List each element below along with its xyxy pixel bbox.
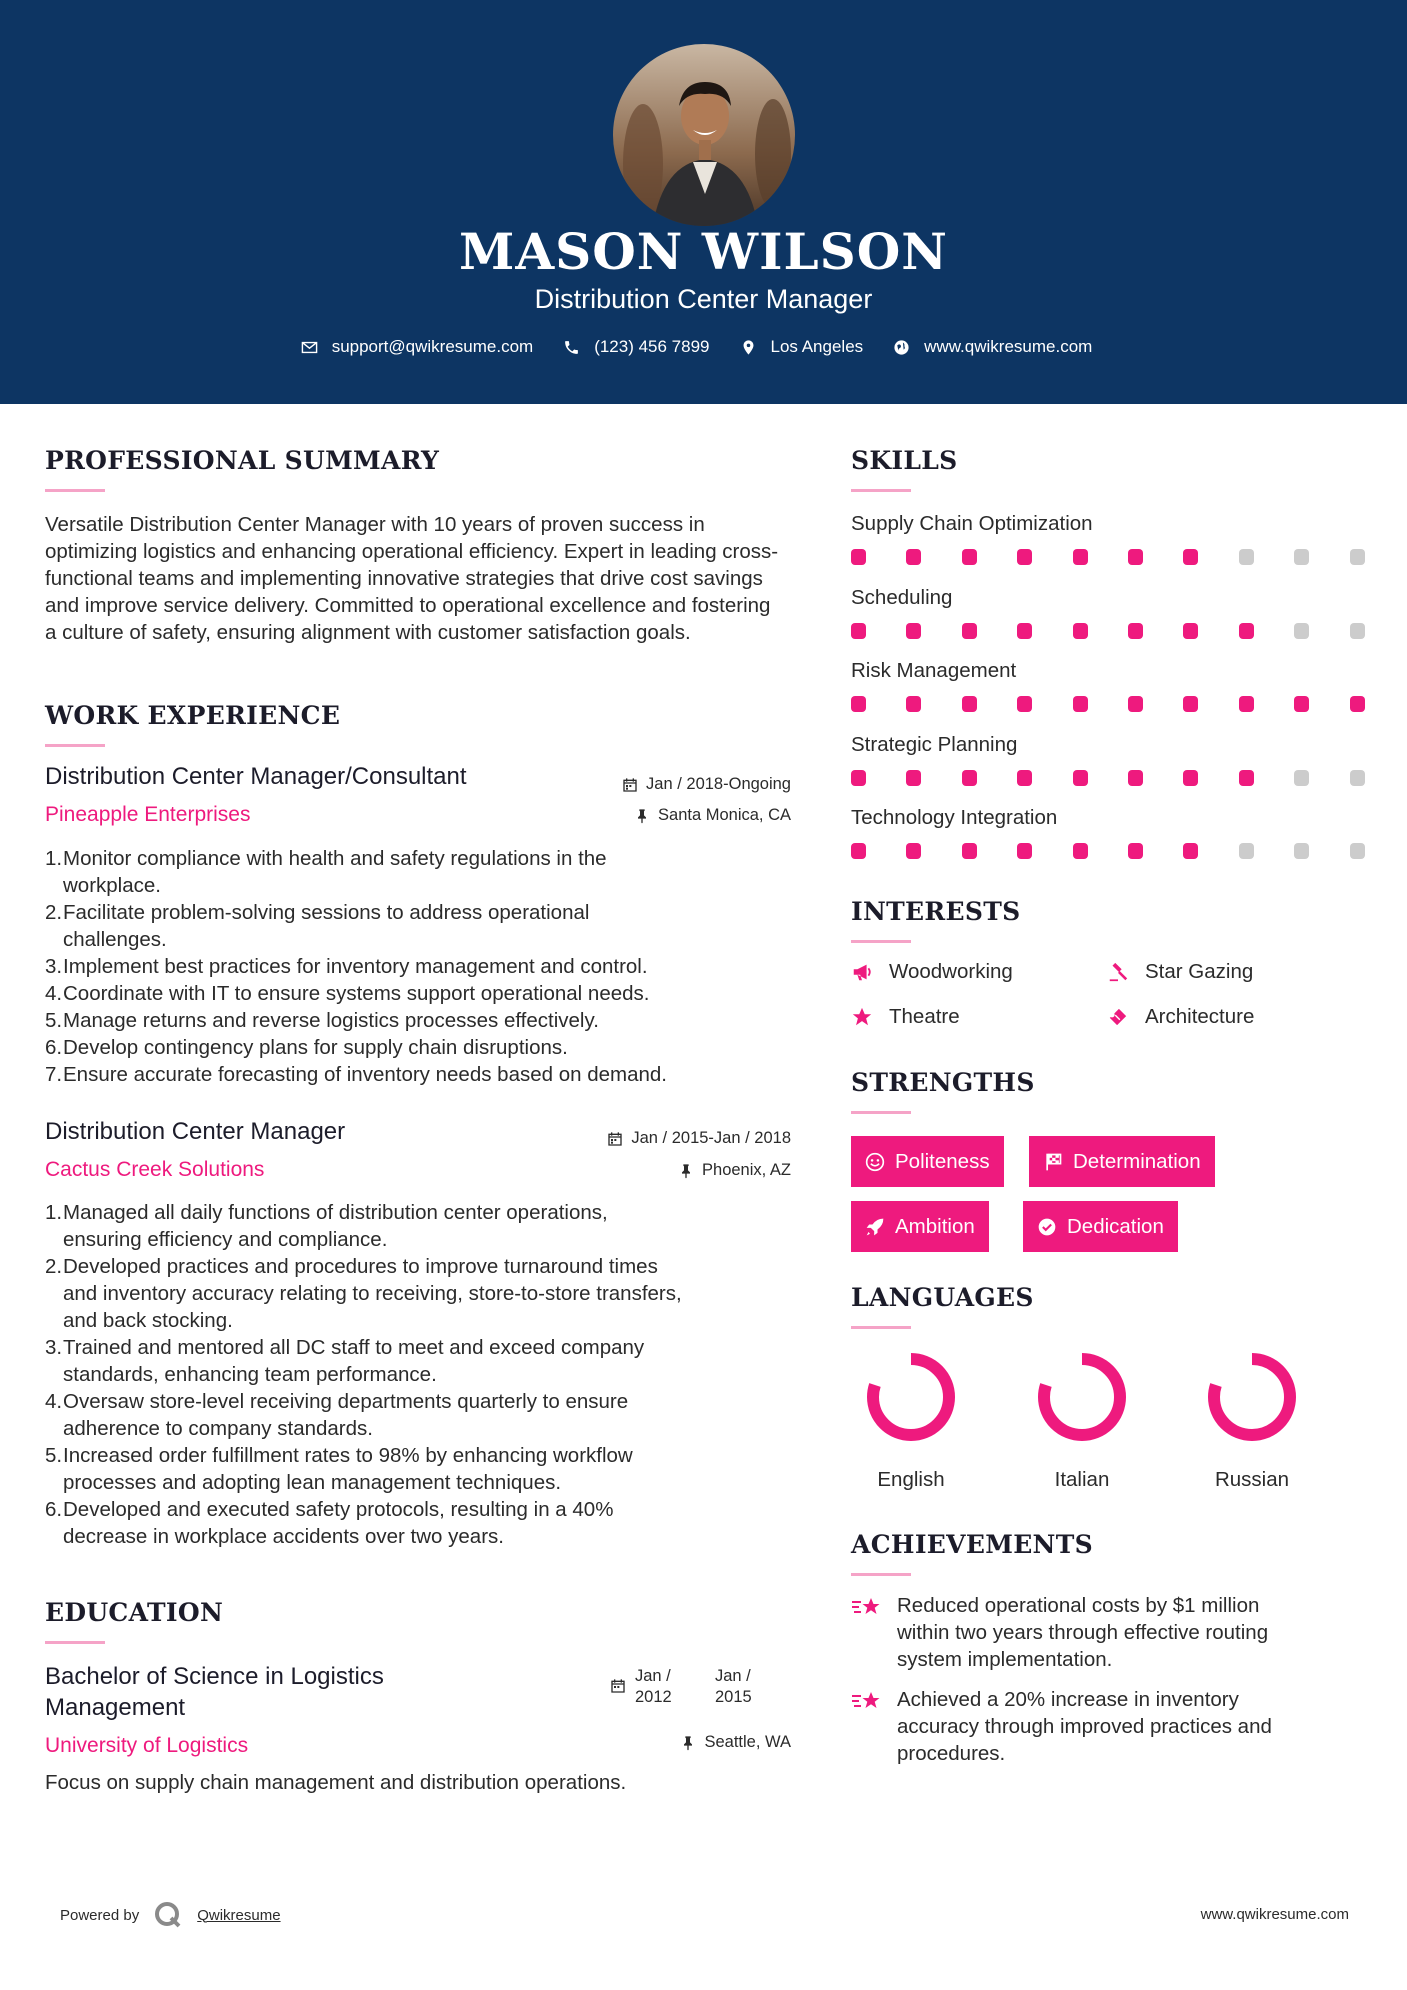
job-responsibilities (45, 845, 805, 1088)
pin-icon (678, 1163, 694, 1179)
responsibility-number: 7. (45, 1063, 63, 1086)
skill-rating-dot (1017, 770, 1032, 786)
responsibility-text: Increased order fulfillment rates to 98% by enhancing workflow processes and adopting lean management techniques. (63, 1444, 633, 1494)
globe-icon (893, 339, 910, 356)
job-dates-text: Jan / 2018-Ongoing (646, 775, 791, 793)
responsibility-item (45, 1007, 805, 1034)
summary-text: Versatile Distribution Center Manager with 10 years of proven success in optimizing logistics and enhancing operational efficiency. Expert in leading cross-functional teams and implementing innovative strategies that drive cost savings and improve service delivery. Committed to operational excellence and fostering a culture of safety, ensuring alignment with customer satisfaction goals. (45, 513, 779, 644)
skill-name: Technology Integration (851, 806, 1058, 829)
responsibility-number: 4. (45, 982, 63, 1005)
job-responsibilities (45, 1199, 805, 1550)
skill-rating (851, 770, 1371, 786)
company-name: Pineapple Enterprises (45, 803, 251, 826)
skill-rating-dot (906, 696, 921, 712)
job-dates-text: Jan / 2015-Jan / 2018 (631, 1129, 791, 1147)
responsibility-item (45, 899, 805, 953)
skill-rating-dot (1073, 843, 1088, 859)
responsibility-item (45, 1253, 805, 1334)
responsibility-text: Implement best practices for inventory management and control. (63, 955, 648, 978)
degree-title: Bachelor of Science in Logistics (45, 1663, 384, 1690)
job-location (678, 1161, 791, 1180)
education-end-year: 2015 (715, 1688, 752, 1706)
education-end-date (715, 1666, 752, 1708)
powered-by-label: Powered by (60, 1906, 140, 1924)
pin-icon (680, 1735, 696, 1751)
interests-underline (851, 940, 911, 943)
interest-item (1107, 960, 1253, 984)
check-circle-icon (1037, 1217, 1057, 1237)
envelope-icon (301, 339, 318, 356)
degree-title-cont: Management (45, 1694, 186, 1721)
skill-rating (851, 696, 1371, 712)
languages-underline (851, 1326, 911, 1329)
skills-underline (851, 489, 911, 492)
skill-rating-dot (962, 770, 977, 786)
interest-item (1107, 1005, 1254, 1029)
responsibility-number: 2. (45, 901, 63, 924)
skill-rating-dot (962, 623, 977, 639)
calendar-icon (607, 1131, 623, 1147)
skill-name: Strategic Planning (851, 732, 1018, 756)
responsibility-text: Coordinate with IT to ensure systems support operational needs. (63, 982, 650, 1005)
responsibility-text: Oversaw store-level receiving departments quarterly to ensure adherence to company standards. (63, 1390, 629, 1440)
skill-rating-dot (851, 549, 866, 565)
responsibility-number: 1. (45, 847, 63, 870)
skill-rating-dot (1350, 696, 1365, 712)
footer-website[interactable]: www.qwikresume.com (1200, 1906, 1349, 1923)
map-marker-icon (740, 339, 757, 356)
interest-label: Architecture (1145, 1005, 1255, 1028)
language-item (1192, 1349, 1312, 1492)
skill-rating-dot (1239, 549, 1254, 565)
skill-rating-dot (1017, 623, 1032, 639)
responsibility-number: 1. (45, 1201, 63, 1224)
skill-rating-dot (962, 696, 977, 712)
job-title: Distribution Center Manager (45, 1118, 346, 1145)
language-proficiency-arc (1044, 1359, 1120, 1435)
smile-icon (865, 1152, 885, 1172)
skill-rating-dot (1239, 623, 1254, 639)
responsibility-number: 6. (45, 1498, 63, 1521)
contact-phone-text: (123) 456 7899 (594, 337, 710, 356)
contact-location (740, 337, 864, 357)
responsibility-text: Ensure accurate forecasting of inventory needs based on demand. (63, 1063, 667, 1086)
skill-rating-dot (1294, 843, 1309, 859)
education-underline (45, 1641, 105, 1644)
skill-rating-dot (1183, 843, 1198, 859)
skill-rating-dot (1350, 770, 1365, 786)
achievement-item (851, 1592, 1351, 1673)
skill-rating (851, 623, 1371, 639)
job-title: Distribution Center Manager/Consultant (45, 763, 467, 790)
skill-rating-dot (906, 623, 921, 639)
achievement-text: Achieved a 20% increase in inventory accuracy through improved practices and procedures. (897, 1688, 1272, 1765)
language-proficiency-ring (1204, 1349, 1300, 1445)
strengths-underline (851, 1111, 911, 1114)
achievement-text: Reduced operational costs by $1 million within two years through effective routing system implementation. (897, 1594, 1269, 1671)
job-location (634, 806, 791, 825)
responsibility-item (45, 953, 805, 980)
skill-rating-dot (1183, 623, 1198, 639)
education-description: Focus on supply chain management and distribution operations. (45, 1771, 627, 1794)
skill-rating-dot (906, 843, 921, 859)
achievements-heading: ACHIEVEMENTS (851, 1530, 1093, 1559)
education-location-text: Seattle, WA (704, 1733, 791, 1751)
skill-rating-dot (1128, 843, 1143, 859)
skill-rating-dot (1017, 696, 1032, 712)
responsibility-item (45, 1061, 805, 1088)
responsibility-item (45, 1496, 805, 1550)
responsibility-item (45, 1199, 805, 1253)
summary-heading: PROFESSIONAL SUMMARY (45, 446, 440, 475)
responsibility-text: Develop contingency plans for supply chain disruptions. (63, 1036, 568, 1059)
skill-rating (851, 843, 1371, 859)
responsibility-number: 2. (45, 1255, 63, 1278)
job-dates (607, 1129, 791, 1148)
education-end-month: Jan / (715, 1667, 751, 1685)
responsibility-number: 3. (45, 1336, 63, 1359)
skill-rating-dot (851, 843, 866, 859)
contact-location-text: Los Angeles (770, 337, 864, 356)
calendar-icon (622, 777, 638, 793)
skill-rating-dot (1183, 770, 1198, 786)
skill-rating-dot (851, 696, 866, 712)
interest-item (851, 960, 1013, 984)
education-start-month: Jan / (635, 1667, 671, 1685)
interest-label: Star Gazing (1145, 960, 1254, 983)
strength-badge (1029, 1136, 1215, 1187)
profile-photo (613, 44, 795, 226)
bullhorn-icon (851, 961, 873, 983)
skill-rating (851, 549, 1371, 565)
strength-label: Dedication (1067, 1214, 1164, 1238)
contact-bar (0, 337, 1407, 357)
strength-label: Politeness (895, 1149, 990, 1173)
language-label: Italian (1054, 1468, 1110, 1491)
experience-underline (45, 744, 105, 747)
responsibility-text: Managed all daily functions of distribution center operations, ensuring efficiency and compliance. (63, 1201, 608, 1251)
strength-label: Ambition (895, 1214, 975, 1238)
responsibility-item (45, 1034, 805, 1061)
responsibility-item (45, 980, 805, 1007)
strength-badge (851, 1201, 989, 1252)
skill-rating-dot (906, 770, 921, 786)
interest-label: Woodworking (889, 960, 1013, 983)
language-label: Russian (1214, 1468, 1290, 1491)
responsibility-item (45, 1388, 805, 1442)
responsibility-text: Facilitate problem-solving sessions to address operational challenges. (63, 901, 590, 951)
experience-heading: WORK EXPERIENCE (45, 701, 341, 730)
strength-label: Determination (1073, 1149, 1201, 1173)
language-proficiency-arc (1214, 1359, 1290, 1435)
skill-rating-dot (1128, 770, 1143, 786)
achievement-item (851, 1686, 1351, 1767)
shooting-star-icon (851, 1594, 883, 1622)
education-heading: EDUCATION (45, 1598, 224, 1627)
strengths-heading: STRENGTHS (851, 1068, 1035, 1097)
responsibility-text: Manage returns and reverse logistics processes effectively. (63, 1009, 599, 1032)
language-item (1022, 1349, 1142, 1492)
skill-rating-dot (1350, 843, 1365, 859)
education-start-year: 2012 (635, 1688, 672, 1706)
skill-rating-dot (1183, 549, 1198, 565)
pin-icon (634, 808, 650, 824)
responsibility-number: 5. (45, 1009, 63, 1032)
interest-item (851, 1005, 960, 1029)
calendar-icon (610, 1678, 626, 1699)
skill-rating-dot (1350, 623, 1365, 639)
skills-heading: SKILLS (851, 446, 958, 475)
star-icon (851, 1006, 873, 1028)
ticket-icon (1107, 1006, 1129, 1028)
summary-underline (45, 489, 105, 492)
skill-rating-dot (1183, 696, 1198, 712)
interest-label: Theatre (889, 1005, 960, 1028)
skill-rating-dot (1239, 696, 1254, 712)
skill-rating-dot (1294, 623, 1309, 639)
phone-icon (563, 339, 580, 356)
responsibility-number: 6. (45, 1036, 63, 1059)
contact-website[interactable] (893, 337, 1092, 357)
interests-heading: INTERESTS (851, 897, 1021, 926)
shooting-star-icon (851, 1688, 883, 1716)
school-name: University of Logistics (45, 1734, 249, 1757)
skill-rating-dot (1294, 770, 1309, 786)
qwikresume-logo-icon (153, 1900, 183, 1930)
achievements-underline (851, 1573, 911, 1576)
skill-name: Scheduling (851, 585, 953, 609)
skill-rating-dot (1017, 549, 1032, 565)
language-proficiency-arc (873, 1359, 949, 1435)
rocket-icon (865, 1217, 885, 1237)
language-proficiency-ring (863, 1349, 959, 1445)
contact-email[interactable] (301, 337, 534, 357)
skill-rating-dot (1017, 843, 1032, 859)
skill-rating-dot (851, 770, 866, 786)
skill-rating-dot (1128, 549, 1143, 565)
language-label: English (877, 1468, 945, 1491)
job-dates (622, 775, 791, 794)
strength-badge (1023, 1201, 1178, 1252)
languages-heading: LANGUAGES (851, 1283, 1034, 1312)
skill-rating-dot (1073, 623, 1088, 639)
responsibility-item (45, 1334, 805, 1388)
resume-header (0, 0, 1407, 404)
skill-rating-dot (851, 623, 866, 639)
footer-powered-by (60, 1900, 281, 1930)
skill-rating-dot (962, 549, 977, 565)
responsibility-text: Monitor compliance with health and safety regulations in the workplace. (63, 847, 607, 897)
candidate-name: MASON WILSON (459, 222, 948, 281)
education-location (680, 1733, 791, 1752)
skill-rating-dot (1128, 696, 1143, 712)
strength-badge (851, 1136, 1004, 1187)
skill-rating-dot (1294, 696, 1309, 712)
responsibility-text: Trained and mentored all DC staff to meet and exceed company standards, enhancing team performance. (63, 1336, 645, 1386)
job-location-text: Santa Monica, CA (658, 806, 791, 824)
job-location-text: Phoenix, AZ (702, 1161, 791, 1179)
skill-rating-dot (1239, 843, 1254, 859)
skill-rating-dot (1294, 549, 1309, 565)
skill-rating-dot (1128, 623, 1143, 639)
skill-rating-dot (1073, 549, 1088, 565)
education-start-date (635, 1666, 672, 1708)
language-item (851, 1349, 971, 1492)
qwikresume-link[interactable]: Qwikresume (197, 1906, 281, 1924)
flag-icon (1043, 1152, 1063, 1172)
candidate-title: Distribution Center Manager (534, 284, 873, 314)
responsibility-number: 4. (45, 1390, 63, 1413)
responsibility-text: Developed and executed safety protocols, resulting in a 40% decrease in workplace accidents over two years. (63, 1498, 614, 1548)
responsibility-number: 5. (45, 1444, 63, 1467)
company-name: Cactus Creek Solutions (45, 1158, 265, 1181)
contact-phone[interactable] (563, 337, 709, 357)
skill-name: Supply Chain Optimization (851, 512, 1093, 535)
skill-rating-dot (1350, 549, 1365, 565)
skill-name: Risk Management (851, 659, 1017, 682)
skill-rating-dot (1239, 770, 1254, 786)
responsibility-item (45, 1442, 805, 1496)
skill-rating-dot (1073, 696, 1088, 712)
responsibility-text: Developed practices and procedures to improve turnaround times and inventory accuracy relating to receiving, store-to-store transfers, and back stocking. (63, 1255, 682, 1332)
responsibility-item (45, 845, 805, 899)
contact-email-text: support@qwikresume.com (331, 337, 534, 356)
skill-rating-dot (1073, 770, 1088, 786)
skill-rating-dot (962, 843, 977, 859)
skill-rating-dot (906, 549, 921, 565)
responsibility-number: 3. (45, 955, 63, 978)
contact-website-text: www.qwikresume.com (924, 337, 1093, 356)
language-proficiency-ring (1034, 1349, 1130, 1445)
gavel-icon (1107, 961, 1129, 983)
